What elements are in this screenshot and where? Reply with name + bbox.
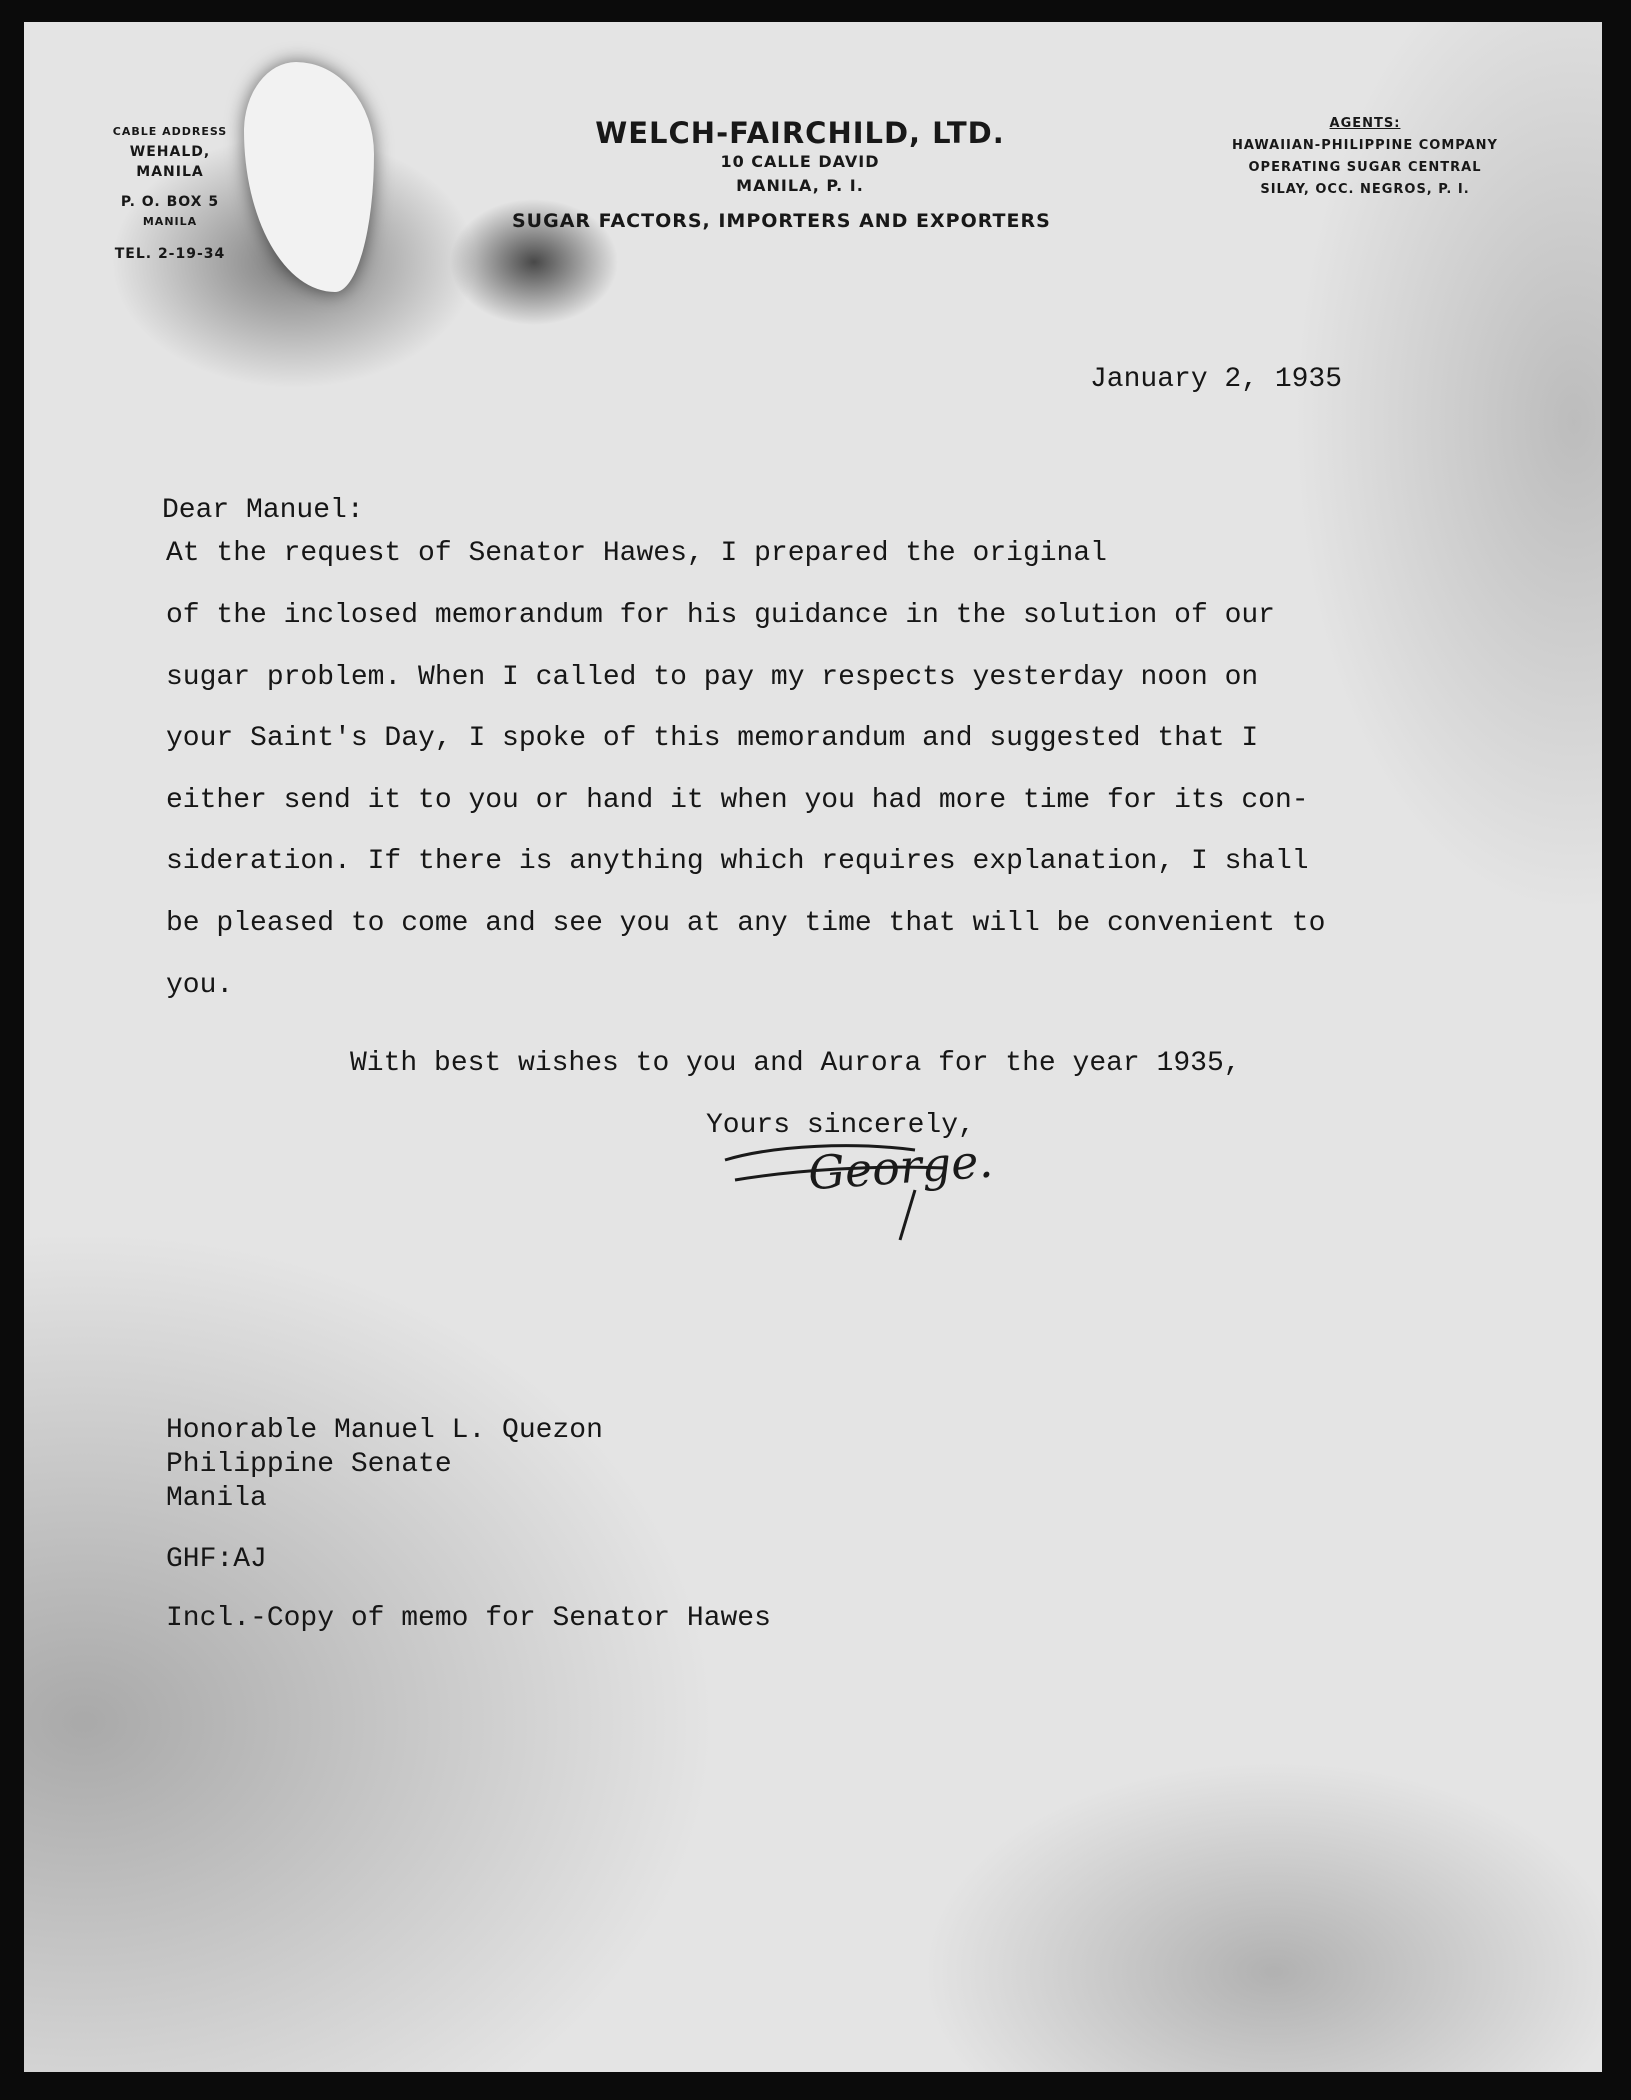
body-line: your Saint's Day, I spoke of this memorandum and suggested that I xyxy=(166,723,1259,754)
paper-damage-hole xyxy=(244,62,374,292)
telephone: TEL. 2-19-34 xyxy=(114,246,226,262)
letterhead-company xyxy=(470,116,1130,232)
po-box: P. O. BOX 5 xyxy=(120,194,220,210)
enclosure-note: Incl.-Copy of memo for Senator Hawes xyxy=(166,1603,771,1634)
letter-date: January 2, 1935 xyxy=(1090,364,1343,395)
letter-page xyxy=(24,22,1602,2072)
body-line: either send it to you or hand it when you had more time for its con- xyxy=(166,785,1309,816)
agents-line-1: HAWAIIAN-PHILIPPINE COMPANY xyxy=(1232,138,1498,153)
addressee-org: Philippine Senate xyxy=(166,1449,452,1480)
signature: George. xyxy=(806,1133,995,1201)
company-name: WELCH-FAIRCHILD, LTD. xyxy=(595,116,1005,150)
po-city: MANILA xyxy=(142,215,198,228)
addressee-block xyxy=(166,1414,603,1516)
body-line: At the request of Senator Hawes, I prepared the original xyxy=(166,538,1107,569)
reference-initials: GHF:AJ xyxy=(166,1544,267,1575)
agents-line-2: OPERATING SUGAR CENTRAL xyxy=(1248,160,1482,175)
body-line: sideration. If there is anything which requires explanation, I shall xyxy=(166,846,1309,877)
cable-label: CABLE ADDRESS xyxy=(112,125,228,138)
body-line: sugar problem. When I called to pay my respects yesterday noon on xyxy=(166,662,1259,693)
letterhead-contact xyxy=(95,122,245,264)
complimentary-close: Yours sincerely, xyxy=(706,1110,975,1141)
company-tagline: SUGAR FACTORS, IMPORTERS AND EXPORTERS xyxy=(512,210,1051,232)
company-street: 10 CALLE DAVID xyxy=(720,152,880,171)
company-city: MANILA, P. I. xyxy=(736,176,864,195)
body-line: be pleased to come and see you at any time that will be convenient to xyxy=(166,908,1326,939)
agents-label: AGENTS: xyxy=(1329,116,1401,131)
body-line: you. xyxy=(166,970,234,1001)
letterhead-agents xyxy=(1200,113,1530,201)
closing-wish: With best wishes to you and Aurora for the year 1935, xyxy=(350,1048,1241,1079)
addressee-city: Manila xyxy=(166,1483,267,1514)
agents-line-3: SILAY, OCC. NEGROS, P. I. xyxy=(1260,182,1470,197)
body-line: of the inclosed memorandum for his guidance in the solution of our xyxy=(166,600,1275,631)
addressee-name: Honorable Manuel L. Quezon xyxy=(166,1415,603,1446)
cable-address: WEHALD, MANILA xyxy=(129,144,211,180)
salutation: Dear Manuel: xyxy=(162,495,364,526)
